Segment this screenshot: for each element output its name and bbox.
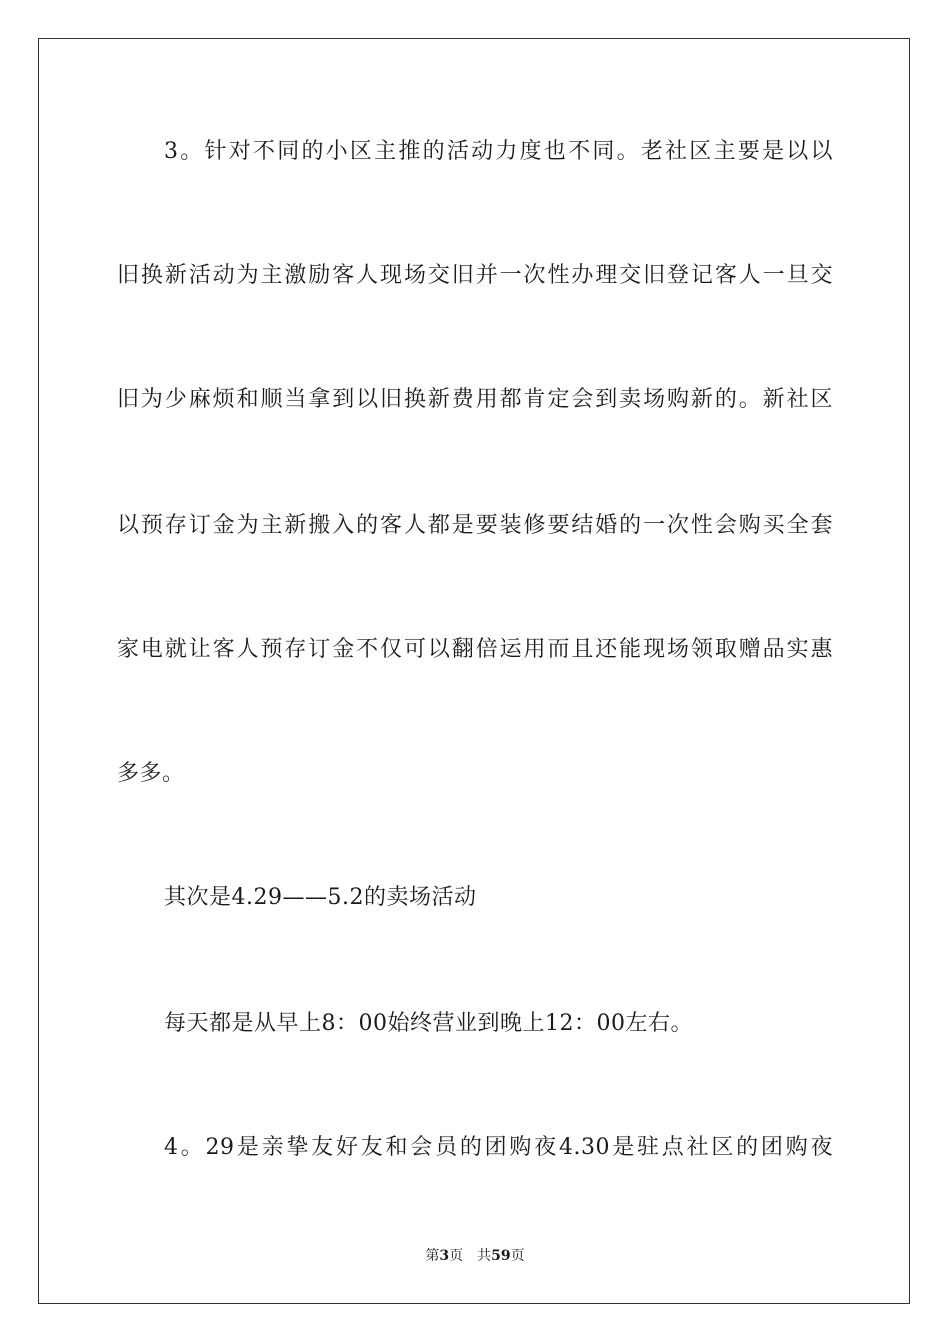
paragraph-line-5: 家电就让客人预存订金不仅可以翻倍运用而且还能现场领取赠品实惠: [117, 637, 833, 662]
paragraph-line-8: 每天都是从早上8：00始终营业到晚上12：00左右。: [164, 1011, 693, 1036]
page-footer: [0, 1247, 950, 1265]
paragraph-line-6: 多多。: [117, 761, 185, 786]
paragraph-line-2: 旧换新活动为主激励客人现场交旧并一次性办理交旧登记客人一旦交: [117, 263, 833, 288]
paragraph-line-4: 以预存订金为主新搬入的客人都是要装修要结婚的一次性会购买全套: [117, 513, 833, 538]
footer-page-total: 59: [491, 1248, 511, 1264]
footer-page-mid: 页: [449, 1248, 464, 1264]
footer-page-prefix: 第: [425, 1248, 440, 1264]
footer-total-suffix: 页: [510, 1248, 525, 1264]
paragraph-line-3: 旧为少麻烦和顺当拿到以旧换新费用都肯定会到卖场购新的。新社区: [117, 387, 833, 412]
footer-total-prefix: 共: [477, 1248, 492, 1264]
footer-page-current: 3: [439, 1248, 450, 1264]
page-border: [38, 38, 910, 1304]
paragraph-line-7: 其次是4.29——5.2的卖场活动: [164, 885, 477, 910]
paragraph-line-9: 4。29是亲挚友好友和会员的团购夜4.30是驻点社区的团购夜: [164, 1135, 833, 1160]
paragraph-line-1: 3。针对不同的小区主推的活动力度也不同。老社区主要是以以: [164, 139, 833, 164]
